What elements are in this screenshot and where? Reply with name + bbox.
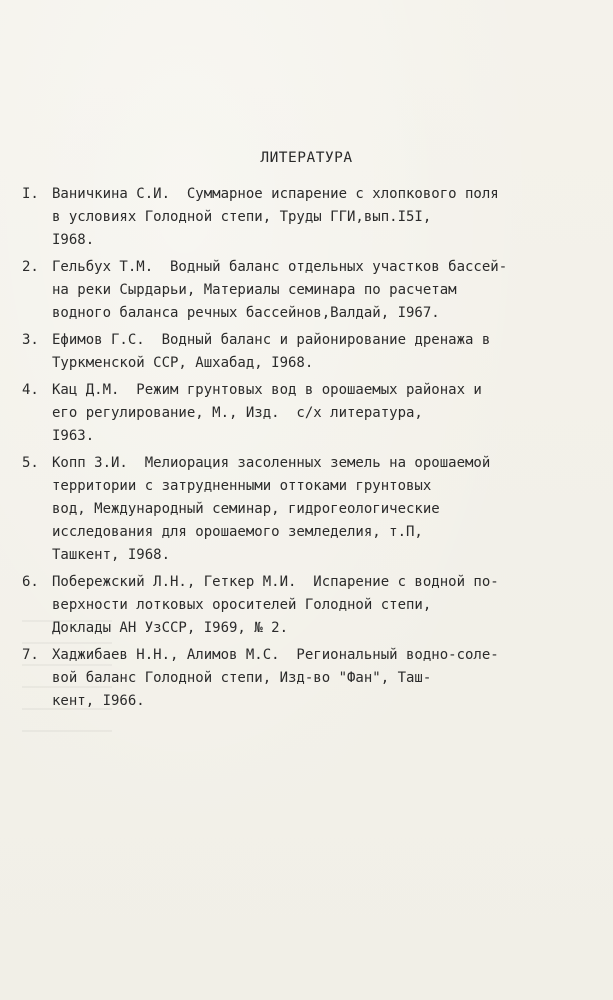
- reference-text: [52, 644, 602, 713]
- reference-text: [52, 256, 602, 325]
- reference-line: его регулирование, М., Изд. с/х литература,: [52, 405, 423, 421]
- reference-number: 6.: [22, 574, 39, 590]
- reference-line: Ташкент, I968.: [52, 547, 171, 563]
- reference-line: I968.: [52, 232, 95, 248]
- reference-text: [52, 183, 602, 252]
- reference-line: Гельбух Т.М. Водный баланс отдельных участков бассей-: [52, 259, 508, 275]
- reference-line: территории с затрудненными оттоками грунтовых: [52, 478, 432, 494]
- reference-number: 7.: [22, 647, 39, 663]
- reference-line: исследования для орошаемого земледелия, т.П,: [52, 524, 423, 540]
- reference-number: 5.: [22, 455, 39, 471]
- reference-text: [52, 571, 602, 640]
- reference-line: кент, I966.: [52, 693, 145, 709]
- reference-text: [52, 379, 602, 448]
- reference-line: в условиях Голодной степи, Труды ГГИ,вып.I5I,: [52, 209, 432, 225]
- reference-item: [22, 452, 602, 567]
- reference-line: Хаджибаев Н.Н., Алимов М.С. Региональный водно-соле-: [52, 647, 499, 663]
- reference-list: [22, 183, 602, 717]
- reference-number: 2.: [22, 259, 39, 275]
- reference-line: водного баланса речных бассейнов,Валдай, I967.: [52, 305, 440, 321]
- reference-number: 4.: [22, 382, 39, 398]
- reference-line: Ефимов Г.С. Водный баланс и районирование дренажа в: [52, 332, 491, 348]
- reference-line: I963.: [52, 428, 95, 444]
- reference-number: 3.: [22, 332, 39, 348]
- reference-line: верхности лотковых оросителей Голодной степи,: [52, 597, 432, 613]
- reference-line: Ваничкина С.И. Суммарное испарение с хлопкового поля: [52, 186, 499, 202]
- reference-line: вод, Международный семинар, гидрогеологические: [52, 501, 440, 517]
- reference-item: [22, 256, 602, 325]
- reference-text: [52, 329, 602, 375]
- reference-number: I.: [22, 186, 39, 202]
- reference-line: Копп З.И. Мелиорация засоленных земель на орошаемой: [52, 455, 491, 471]
- reference-line: Доклады АН УзССР, I969, № 2.: [52, 620, 289, 636]
- page-title: ЛИТЕРАТУРА: [260, 150, 353, 166]
- reference-line: вой баланс Голодной степи, Изд-во "Фан", Таш-: [52, 670, 432, 686]
- reference-item: [22, 644, 602, 713]
- reference-item: [22, 379, 602, 448]
- reference-line: на реки Сырдарьи, Материалы семинара по расчетам: [52, 282, 457, 298]
- reference-item: [22, 571, 602, 640]
- reference-line: Побережский Л.Н., Геткер М.И. Испарение с водной по-: [52, 574, 499, 590]
- reference-item: [22, 183, 602, 252]
- reference-line: Кац Д.М. Режим грунтовых вод в орошаемых районах и: [52, 382, 482, 398]
- reference-item: [22, 329, 602, 375]
- reference-text: [52, 452, 602, 567]
- reference-line: Туркменской ССР, Ашхабад, I968.: [52, 355, 314, 371]
